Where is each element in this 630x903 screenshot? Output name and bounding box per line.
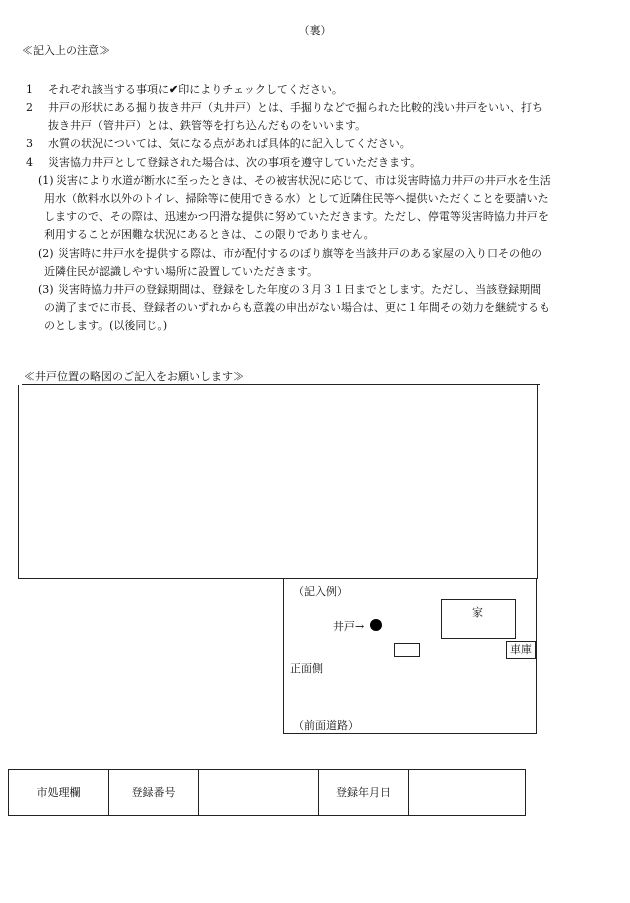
front-side-label: 正面側 <box>290 662 323 675</box>
note-text-line: 井戸の形状にある掘り抜き井戸（丸井戸）とは、手掘りなどで掘られた比較的浅い井戸をいい、打ち <box>48 101 543 114</box>
sketch-drawing-area[interactable] <box>18 385 538 579</box>
sub-item-line: 近隣住民が認識しやすい場所に設置していただきます。 <box>44 265 319 278</box>
office-use-row <box>9 770 526 816</box>
well-label: 井戸→ <box>333 620 365 633</box>
sub-item-line: 利用することが困難な状況にあるときは、この限りでありません。 <box>44 228 375 241</box>
reg-date-value[interactable] <box>409 770 526 816</box>
note-text <box>48 81 343 98</box>
reg-number-label: 登録番号 <box>109 770 199 816</box>
note-text-line: 災害協力井戸として登録された場合は、次の事項を遵守していただきます。 <box>48 156 422 169</box>
reg-number-value[interactable] <box>199 770 319 816</box>
sub-item-line: 用水（飲料水以外のトイレ、掃除等に使用できる水）として近隣住民等へ提供いただくことを要請いた <box>44 192 549 205</box>
office-use-table <box>8 769 526 816</box>
sub-item-line: のとします。(以後同じ。) <box>44 319 168 332</box>
note-number: 1 <box>26 83 33 96</box>
small-rect-shape <box>394 643 420 657</box>
notes-title: ≪記入上の注意≫ <box>22 44 110 57</box>
note-text-after-mark: 印によりチェックしてください。 <box>178 83 343 96</box>
note-number: 4 <box>26 156 33 169</box>
example-label: （記入例） <box>293 585 348 598</box>
check-mark-icon: ✔ <box>169 83 179 96</box>
road-label: （前面道路） <box>293 719 359 732</box>
note-text-before-mark: それぞれ該当する事項に <box>48 83 169 96</box>
sub-item-line: 災害により水道が断水に至ったときは、その被害状況に応じて、市は災害時協力井戸の井戸水を生活 <box>56 174 551 187</box>
note-number: 2 <box>26 101 33 114</box>
note-text-line: 抜き井戸（管井戸）とは、鉄管等を打ち込んだものをいいます。 <box>48 119 367 132</box>
page-side-label: （裏） <box>298 24 332 37</box>
sub-item-line: の満了までに市長、登録者のいずれからも意義の申出がない場合は、更に１年間その効力を継続するも <box>44 301 550 314</box>
office-use-cell: 市処理欄 <box>9 770 109 816</box>
well-dot-icon <box>370 619 382 631</box>
reg-date-label: 登録年月日 <box>319 770 409 816</box>
sub-item-number: (2) <box>38 247 54 260</box>
note-text-line: 水質の状況については、気になる点があれば具体的に記入してください。 <box>48 137 411 150</box>
sub-item-line: 災害時に井戸水を提供する際は、市が配付するのぼり旗等を当該井戸のある家屋の入り口その他の <box>58 247 542 260</box>
garage-box: 車庫 <box>506 641 536 659</box>
sub-item-line: 災害時協力井戸の登録期間は、登録をした年度の３月３１日までとします。ただし、当該登録期間 <box>58 283 542 296</box>
sketch-heading: ≪井戸位置の略図のご記入をお願いします≫ <box>24 370 244 383</box>
sub-item-number: (3) <box>38 283 54 296</box>
house-label: 家 <box>472 606 483 619</box>
note-number: 3 <box>26 137 33 150</box>
sub-item-line: しますので、その際は、迅速かつ円滑な提供に努めていただきます。ただし、停電等災害時協力井戸を <box>44 210 549 223</box>
sub-item-number: (1) <box>38 174 54 187</box>
